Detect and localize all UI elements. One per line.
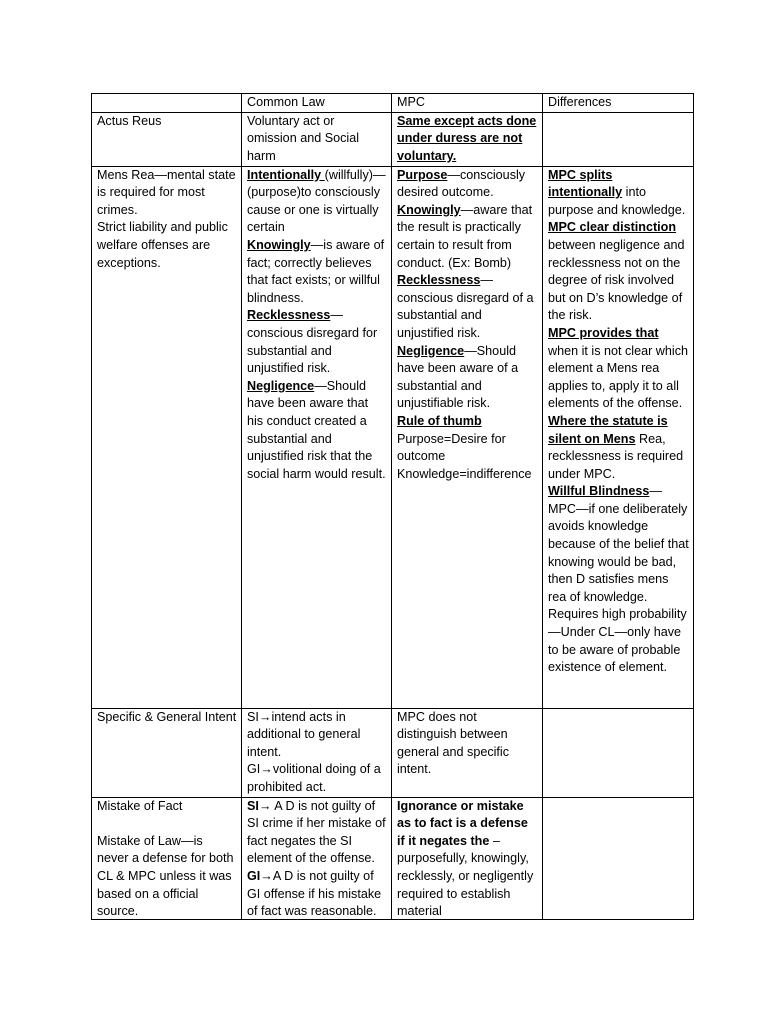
mpc-term-text: —conscious disregard of a substantial and unjustified risk.: [397, 273, 534, 340]
actus-reus-mpc-cell: [392, 112, 543, 166]
mistake-label-cell: [92, 797, 242, 919]
mens-rea-mpc: [392, 166, 543, 708]
cl-term-title: Recklessness: [247, 308, 331, 323]
diff-title: MPC provides that: [548, 325, 659, 340]
cl-term-text: (willfully)—(purpose)to consciously cause or one is virtually certain: [247, 167, 386, 235]
mistake-mpc-wrap: [397, 798, 538, 919]
mpc-term-title: Knowingly: [397, 202, 461, 217]
cl-term-title: Intentionally: [247, 167, 325, 182]
mistake-mpc: [392, 797, 543, 919]
mpc-plain-line: Purpose=Desire for outcome: [397, 431, 506, 464]
diff-title: Willful Blindness: [548, 484, 650, 499]
mistake-cl-item: [247, 868, 387, 919]
cl-term: [247, 237, 387, 307]
mpc-term: [397, 343, 538, 413]
header-cell-empty: [92, 94, 242, 113]
diff-item: [548, 219, 689, 325]
mistake-cl-title: SI→: [247, 798, 272, 813]
header-common-law: Common Law: [242, 94, 392, 113]
mpc-plain-line: Knowledge=indifference: [397, 466, 532, 481]
table-row-mistake: [92, 797, 694, 919]
actus-reus-mpc: Same except acts done under duress are not voluntary.: [397, 113, 537, 163]
mistake-cl-title: GI→: [247, 868, 273, 883]
mpc-rule-of-thumb: Rule of thumb: [397, 413, 482, 428]
cl-term-text: —Should have been aware that his conduct created a substantial and unjustified risk that the social harm would result.: [247, 378, 386, 481]
cl-term: [247, 378, 387, 484]
specific-general-label: Specific & General Intent: [92, 708, 242, 797]
mistake-differences: [543, 797, 694, 919]
diff-text: when it is not clear which element a Mens rea applies to, apply it to all elements of the offense.: [548, 343, 688, 411]
cl-term: [247, 167, 387, 237]
mpc-term-title: Negligence: [397, 343, 465, 358]
mistake-cl-item: [247, 798, 387, 868]
specific-general-differences: [543, 708, 694, 797]
cl-term-text: —is aware of fact; correctly believes that fact exists; or willful blindness.: [247, 237, 385, 305]
cl-term-title: Negligence: [247, 378, 315, 393]
diff-title: MPC clear distinction: [548, 220, 677, 235]
cl-term-title: Knowingly: [247, 237, 311, 252]
mpc-term: [397, 413, 538, 431]
diff-text: between negligence and recklessness not on the degree of risk involved but on D’s knowledge of the risk.: [548, 237, 685, 323]
mistake-label-wrap: [97, 798, 237, 919]
mistake-mpc-bold: Ignorance or mistake as to fact is a defense if it negates the: [397, 798, 528, 848]
mens-rea-label-line: Mens Rea—mental state is required for most crimes.: [97, 167, 236, 217]
mens-rea-label-cell: [92, 166, 242, 708]
law-comparison-table: [91, 93, 694, 920]
diff-item: [548, 325, 689, 413]
mpc-term: [397, 167, 538, 202]
mens-rea-differences: [543, 166, 694, 708]
table-row-mens-rea: [92, 166, 694, 708]
mistake-cl-text: A D is not guilty of GI offense if his mistake of fact was reasonable.: [247, 868, 382, 919]
mpc-term-text: —Should have been aware of a substantial and unjustifiable risk.: [397, 343, 519, 411]
diff-title: MPC splits intentionally: [548, 167, 623, 200]
header-mpc: MPC: [392, 94, 543, 113]
specific-general-common-law: [242, 708, 392, 797]
diff-item: [548, 483, 689, 677]
mpc-term-title: Recklessness: [397, 273, 481, 288]
mpc-term: [397, 202, 538, 272]
diff-text: into purpose and knowledge.: [548, 185, 686, 217]
diff-text: Rea, recklessness is required under MPC.: [548, 431, 684, 481]
diff-title: Where the statute is silent on Mens: [548, 413, 668, 446]
mpc-term-text: —aware that the result is practically certain to result from conduct. (Ex: Bomb): [397, 202, 533, 270]
mistake-of-fact-label: Mistake of Fact: [97, 798, 183, 813]
mistake-cl-text: A D is not guilty of SI crime if her mistake of fact negates the SI element of the offense.: [247, 798, 386, 866]
actus-reus-common-law: Voluntary act or omission and Social harm: [242, 112, 392, 166]
spacer: [97, 815, 237, 833]
mens-rea-common-law: [242, 166, 392, 708]
specific-general-cl-line: SI→intend acts in additional to general intent.: [247, 709, 361, 759]
header-differences: Differences: [543, 94, 694, 113]
diff-item: [548, 167, 689, 220]
cl-term-text: —conscious disregard for substantial and unjustified risk.: [247, 308, 378, 376]
mens-rea-label-line: Strict liability and public welfare offenses are exceptions.: [97, 220, 228, 270]
actus-reus-label: Actus Reus: [92, 112, 242, 166]
diff-text: —MPC—if one deliberately avoids knowledge because of the belief that knowing would be bad, then D satisfies mens rea of knowledge. Requires high probability—Under CL—only have to be aware of probable existence of element.: [548, 484, 689, 675]
mpc-term-title: Purpose: [397, 167, 448, 182]
table-row-actus-reus: [92, 112, 694, 166]
mistake-cl-wrap: [247, 798, 387, 919]
mistake-mpc-text: – purposefully, knowingly, recklessly, or negligently required to establish material: [397, 833, 534, 919]
diff-item: [548, 413, 689, 483]
specific-general-mpc: MPC does not distinguish between general and specific intent.: [392, 708, 543, 797]
actus-reus-differences: [543, 112, 694, 166]
table-header-row: [92, 94, 694, 113]
mpc-term-text: —consciously desired outcome.: [397, 167, 526, 200]
mistake-of-law-label: Mistake of Law—is never a defense for both CL & MPC unless it was based on a official source.: [97, 833, 234, 919]
specific-general-cl-line: GI→volitional doing of a prohibited act.: [247, 762, 381, 794]
mpc-term: [397, 272, 538, 342]
mistake-common-law: [242, 797, 392, 919]
table-row-specific-general: [92, 708, 694, 797]
cl-term: [247, 307, 387, 377]
